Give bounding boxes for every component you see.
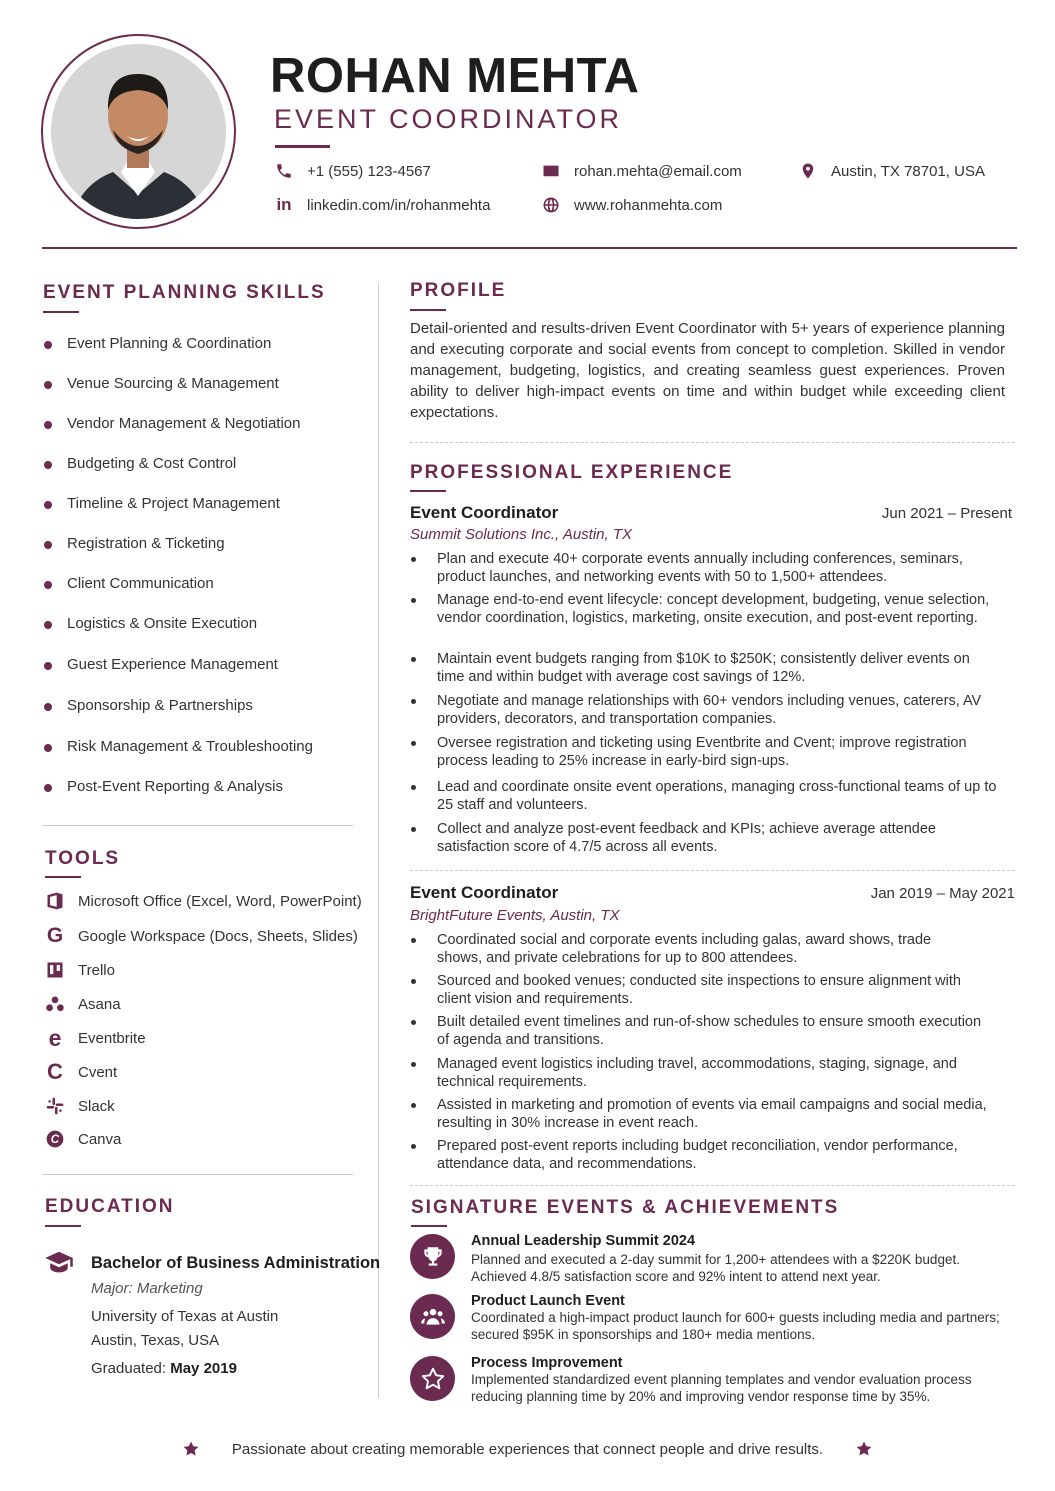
bullet	[44, 581, 52, 589]
tool-item-asana: Asana	[45, 994, 121, 1014]
bullet	[44, 784, 52, 792]
contact-location	[799, 162, 985, 180]
job-dates: Jun 2021 – Present	[881, 505, 1012, 522]
envelope-icon	[542, 162, 560, 180]
star-icon	[855, 1440, 873, 1458]
skills-heading: EVENT PLANNING SKILLS	[43, 282, 326, 303]
header-divider	[42, 247, 1017, 249]
tool-item-slack: Slack	[45, 1096, 115, 1116]
achievement-title: Product Launch Event	[471, 1293, 625, 1309]
job-title: Event Coordinator	[410, 503, 559, 522]
tool-item-trello: Trello	[45, 960, 115, 980]
profile-heading-underline	[410, 309, 446, 311]
bullet	[44, 621, 52, 629]
degree: Bachelor of Business Administration	[91, 1254, 381, 1272]
graduation-cap-icon	[44, 1248, 74, 1278]
tools-heading-underline	[45, 876, 81, 878]
bullet	[44, 703, 52, 711]
asana-icon	[45, 994, 65, 1014]
section-divider	[42, 825, 353, 826]
achievement-title: Process Improvement	[471, 1355, 623, 1371]
trello-icon	[45, 960, 65, 980]
skills-heading-underline	[43, 311, 79, 313]
star-icon	[410, 1356, 455, 1401]
job-company: BrightFuture Events, Austin, TX	[410, 907, 620, 924]
cvent-icon: C	[47, 1059, 63, 1084]
school: University of Texas at Austin	[91, 1308, 279, 1325]
portrait-illustration	[51, 44, 226, 219]
bullet	[44, 461, 52, 469]
job-company: Summit Solutions Inc., Austin, TX	[410, 526, 633, 543]
phone-icon	[275, 162, 293, 180]
column-divider	[378, 283, 379, 1398]
website-text: www.rohanmehta.com	[574, 196, 723, 214]
bullet	[44, 341, 52, 349]
profile-heading: PROFILE	[410, 280, 507, 301]
contact-website[interactable]	[542, 196, 722, 214]
profile-photo-frame	[41, 34, 236, 229]
contact-linkedin[interactable]	[275, 196, 490, 214]
achievement-title: Annual Leadership Summit 2024	[471, 1233, 696, 1249]
trophy-icon	[410, 1234, 455, 1279]
section-divider	[410, 870, 1015, 871]
tool-item-canva: C Canva	[45, 1129, 121, 1149]
job-dates: Jan 2019 – May 2021	[870, 885, 1015, 902]
section-divider	[410, 1185, 1015, 1186]
achievement-description: Planned and executed a 2-day summit for 1,200+ attendees with a $220K budget. Achieved 4.8/5 satisfaction score and 92% intent to attend next year.	[471, 1252, 960, 1284]
contact-email[interactable]	[542, 162, 742, 180]
tool-item-google: G Google Workspace (Docs, Sheets, Slides)	[46, 924, 358, 947]
school-location: Austin, Texas, USA	[91, 1332, 220, 1349]
map-pin-icon	[799, 162, 817, 180]
achievements-heading-underline	[411, 1225, 447, 1227]
linkedin-text: linkedin.com/in/rohanmehta	[307, 196, 491, 214]
profile-summary: Detail-oriented and results-driven Event Coordinator with 5+ years of experience planning and executing corporate and social events from concept to completion. Skilled in vendor management, budgeting, logistics, and creating seamless guest experiences. Proven ability to deliver high-impact events on time and within budget while exceeding client expectations.	[410, 320, 1005, 421]
tool-item-eventbrite: e Eventbrite	[45, 1028, 146, 1048]
linkedin-icon: in	[276, 195, 292, 214]
education-heading-underline	[45, 1225, 81, 1227]
phone-text: +1 (555) 123-4567	[307, 162, 431, 180]
bullet	[44, 541, 52, 549]
bullet	[44, 381, 52, 389]
eventbrite-icon: e	[48, 1024, 62, 1051]
job-title: Event Coordinator	[410, 883, 559, 902]
bullet	[44, 421, 52, 429]
location-text: Austin, TX 78701, USA	[831, 162, 985, 180]
achievement-description: Coordinated a high-impact product launch for 600+ guests including media and partners; secured $95K in sponsorships and 180+ media mentions.	[471, 1310, 1000, 1342]
canva-icon	[45, 1129, 65, 1149]
graduation-date: Graduated: May 2019	[91, 1360, 237, 1377]
bullet	[44, 501, 52, 509]
candidate-name: ROHAN MEHTA	[270, 49, 640, 103]
office-icon	[45, 891, 65, 911]
experience-heading: PROFESSIONAL EXPERIENCE	[410, 462, 734, 483]
education-heading: EDUCATION	[45, 1196, 175, 1217]
achievements-heading: SIGNATURE EVENTS & ACHIEVEMENTS	[411, 1197, 840, 1218]
candidate-title: EVENT COORDINATOR	[274, 104, 623, 134]
avatar	[51, 44, 226, 219]
svg-text:C: C	[50, 1133, 60, 1147]
section-divider	[42, 1174, 353, 1175]
tools-heading: TOOLS	[45, 848, 121, 869]
google-icon: G	[46, 924, 64, 947]
star-icon	[182, 1440, 200, 1458]
title-underline	[275, 145, 330, 148]
slack-icon	[45, 1096, 65, 1116]
experience-heading-underline	[410, 490, 446, 492]
contact-phone[interactable]	[275, 162, 431, 180]
email-text: rohan.mehta@email.com	[574, 162, 742, 180]
major: Major: Marketing	[91, 1280, 203, 1297]
footer-text: Passionate about creating memorable experiences that connect people and drive results.	[231, 1440, 824, 1458]
bullet	[44, 744, 52, 752]
footer-tagline	[0, 1440, 1055, 1458]
globe-icon	[542, 196, 560, 214]
tool-item-office: Microsoft Office (Excel, Word, PowerPoint)	[45, 891, 362, 911]
tool-item-cvent: C Cvent	[45, 1062, 117, 1082]
achievement-description: Implemented standardized event planning templates and vendor evaluation process reducing planning time by 20% and improving vendor response time by 35%.	[471, 1372, 972, 1404]
section-divider	[410, 442, 1015, 443]
bullet	[44, 662, 52, 670]
people-icon	[410, 1294, 455, 1339]
